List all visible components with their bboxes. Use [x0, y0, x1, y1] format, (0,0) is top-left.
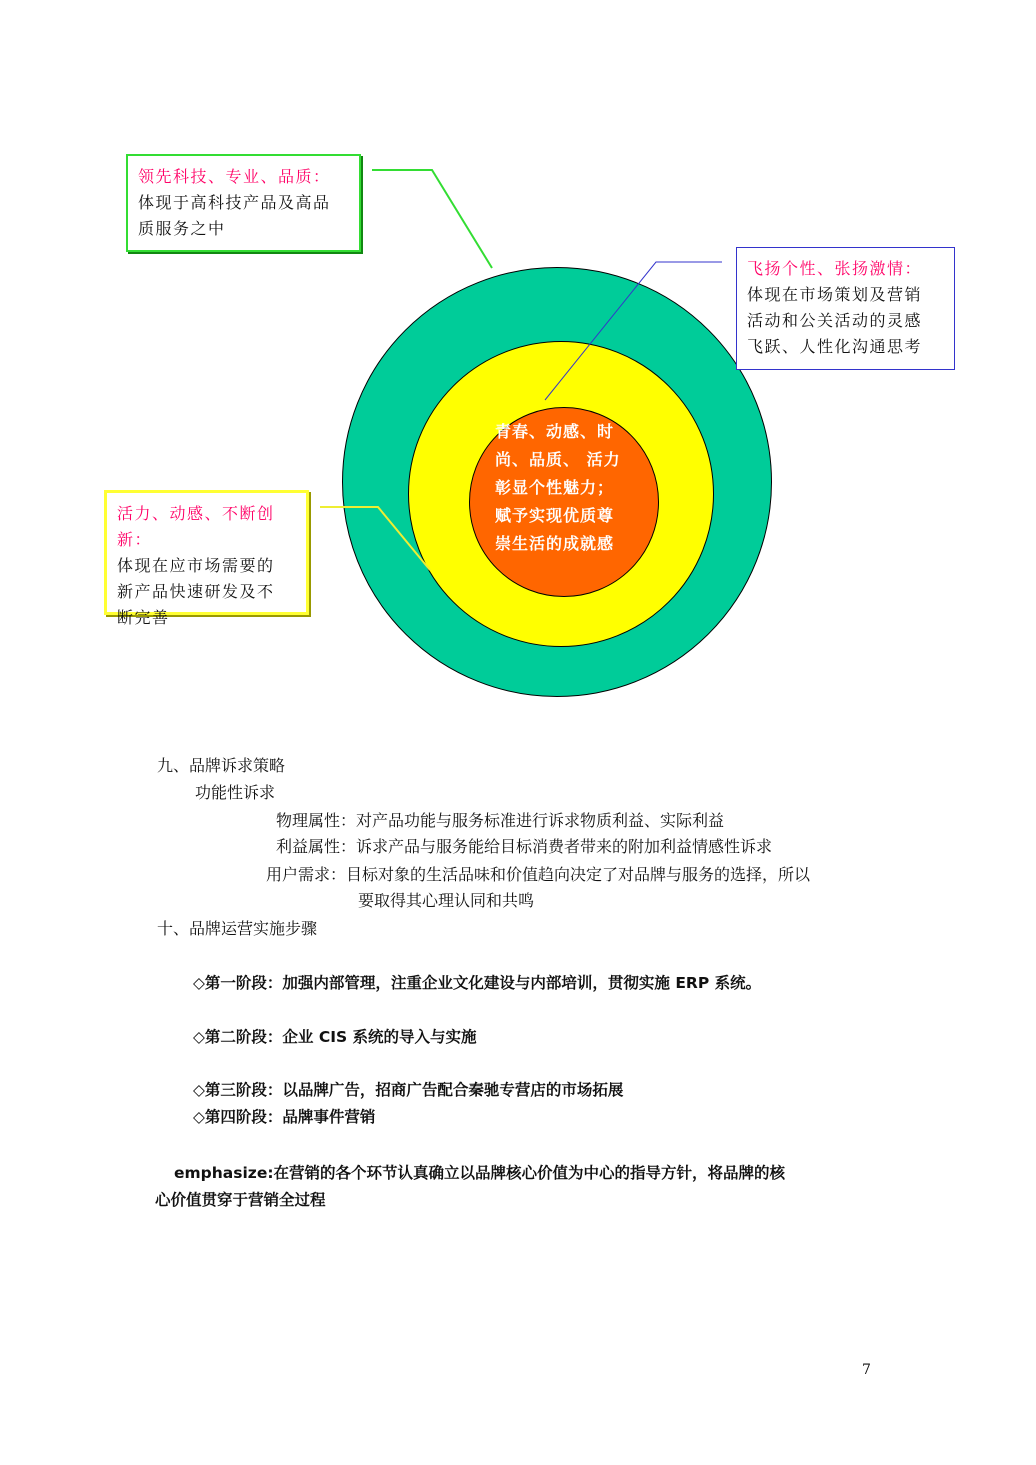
- stage-item: ◇第二阶段：企业 CIS 系统的导入与实施: [193, 1028, 477, 1046]
- section10-heading: 十、品牌运营实施步骤: [157, 919, 318, 938]
- section9-subheading: 功能性诉求: [195, 783, 276, 802]
- stage-item: ◇第一阶段：加强内部管理，注重企业文化建设与内部培训，贯彻实施 ERP 系统。: [193, 974, 762, 992]
- callout-title: 飞扬个性、张扬激情：: [747, 259, 923, 278]
- callout-tech-quality: [126, 154, 361, 252]
- section9-item-cont: 要取得其心理认同和共鸣: [358, 891, 535, 910]
- core-line: 崇生活的成就感: [495, 534, 615, 553]
- stage-item: ◇第四阶段：品牌事件营销: [193, 1108, 376, 1126]
- core-line: 赋予实现优质尊: [495, 506, 615, 525]
- section9-heading: 九、品牌诉求策略: [157, 756, 286, 775]
- callout-innovation: [104, 490, 309, 627]
- stage-item: ◇第三阶段：以品牌广告，招商广告配合秦驰专营店的市场拓展: [193, 1081, 624, 1099]
- section9-item: 利益属性：诉求产品与服务能给目标消费者带来的附加利益情感性诉求: [276, 837, 773, 856]
- callout-body: 体现在市场策划及营销: [747, 285, 923, 304]
- callout-body: 新产品快速研发及不: [117, 582, 275, 601]
- core-line: 彰显个性魅力；: [495, 478, 615, 497]
- page-number: 7: [862, 1362, 871, 1378]
- callout-body: 飞跃、人性化沟通思考: [747, 337, 923, 356]
- section9-item: 物理属性：对产品功能与服务标准进行诉求物质利益、实际利益: [276, 811, 725, 830]
- section9-item: 用户需求：目标对象的生活品味和价值趋向决定了对品牌与服务的选择，所以: [266, 865, 811, 884]
- core-line: 尚、品质、 活力: [495, 450, 621, 469]
- callout-body: 断完善: [117, 608, 170, 627]
- core-line: 青春、动感、时: [495, 422, 615, 441]
- callout-title: 活力、动感、不断创新：: [117, 504, 275, 549]
- callout-personality: [736, 247, 955, 370]
- callout-body: 质服务之中: [138, 219, 226, 238]
- callout-body: 体现在应市场需要的: [117, 556, 275, 575]
- emphasis-line: 心价值贯穿于营销全过程: [155, 1191, 326, 1209]
- callout-title: 领先科技、专业、品质：: [138, 167, 331, 186]
- callout-body: 活动和公关活动的灵感: [747, 311, 923, 330]
- callout-body: 体现于高科技产品及高品: [138, 193, 331, 212]
- emphasis-line: emphasize:在营销的各个环节认真确立以品牌核心价值为中心的指导方针，将品牌的核: [174, 1164, 786, 1182]
